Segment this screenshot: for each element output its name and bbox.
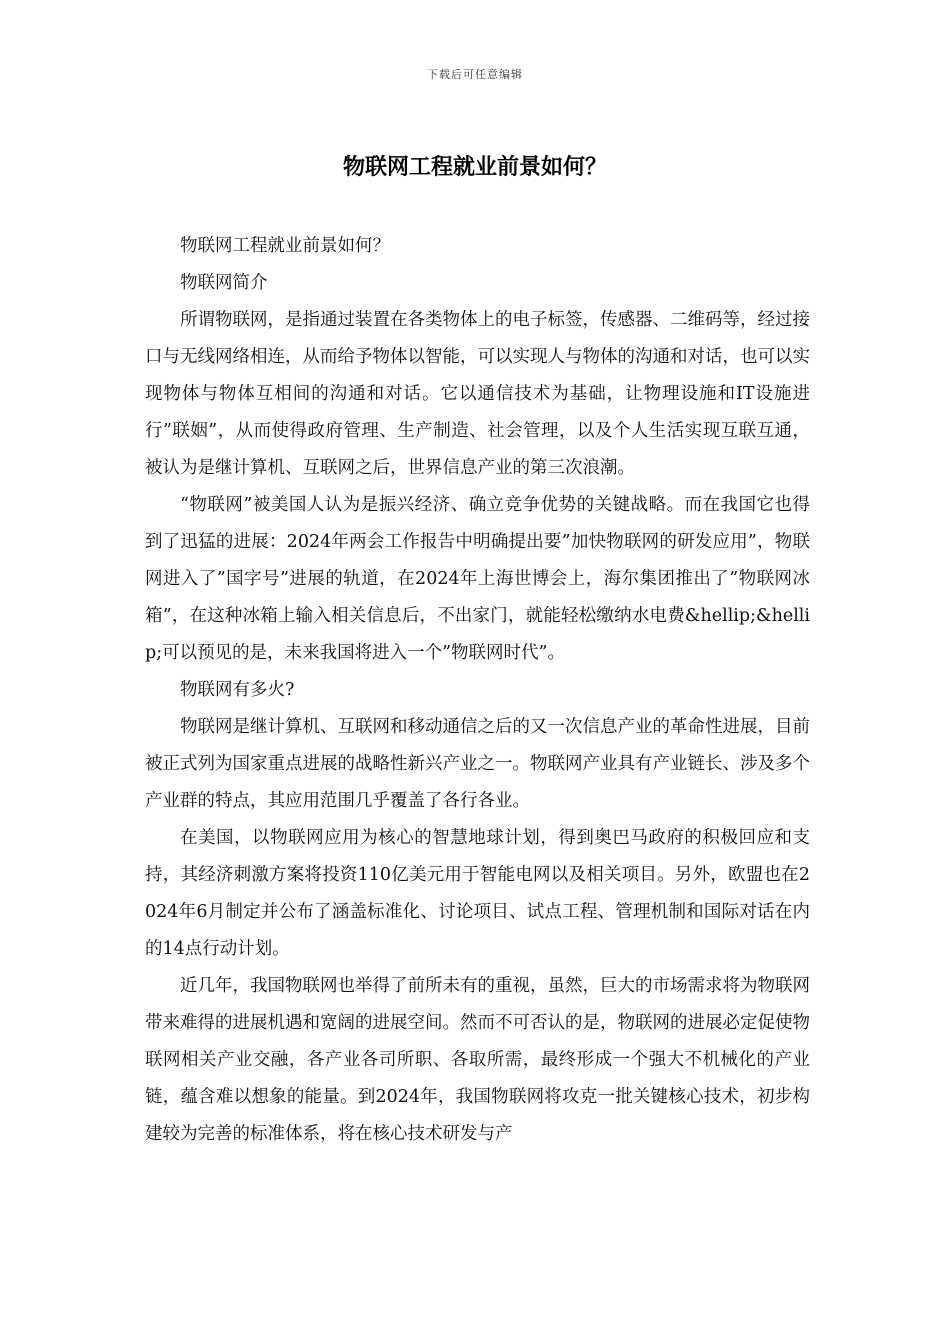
paragraph-iot-definition: 所谓物联网，是指通过装置在各类物体上的电子标签，传感器、二维码等，经过接口与无线网络相连，从而给予物体以智能，可以实现人与物体的沟通和对话，也可以实现物体与物体互相间的沟通和对话。它以通信技术为基础，让物理设施和IT设施进行”联姻”，从而使得政府管理、生产制造、社会管理，以及个人生活实现互联互通，被认为是继计算机、互联网之后，世界信息产业的第三次浪潮。: [145, 310, 810, 478]
paragraph-subtitle: 物联网工程就业前景如何？: [180, 236, 390, 256]
paragraph-section-intro-heading: 物联网简介: [180, 273, 268, 293]
header-note: 下载后可任意编辑: [427, 68, 523, 81]
paragraph-us-eu-plans: 在美国，以物联网应用为核心的智慧地球计划，得到奥巴马政府的积极回应和支持，其经济刺激方案将投资110亿美元用于智能电网以及相关项目。另外，欧盟也在2024年6月制定并公布了涵盖标准化、讨论项目、试点工程、管理机制和国际对话在内的14点行动计划。: [145, 828, 810, 959]
paragraph-china-development: 近几年，我国物联网也举得了前所未有的重视，虽然，巨大的市场需求将为物联网带来难得的进展机遇和宽阔的进展空间。然而不可否认的是，物联网的进展必定促使物联网相关产业交融，各产业各司所职、各取所需，最终形成一个强大不机械化的产业链，蕴含难以想象的能量。到2024年，我国物联网将攻克一批关键核心技术，初步构建较为完善的标准体系，将在核心技术研发与产: [145, 976, 810, 1144]
paragraph-section-popularity-heading: 物联网有多火?: [180, 680, 295, 700]
document-body: [145, 228, 810, 1153]
paragraph-iot-revolution: 物联网是继计算机、互联网和移动通信之后的又一次信息产业的革命性进展，目前被正式列为国家重点进展的战略性新兴产业之一。物联网产业具有产业链长、涉及多个产业群的特点，其应用范围几乎覆盖了各行各业。: [145, 717, 810, 811]
document-title: 物联网工程就业前景如何？: [342, 155, 607, 180]
paragraph-iot-strategy: “物联网”被美国人认为是振兴经济、确立竞争优势的关键战略。而在我国它也得到了迅猛的进展：2024年两会工作报告中明确提出要”加快物联网的研发应用”，物联网进入了”国字号”进展的轨道，在2024年上海世博会上，海尔集团推出了”物联网冰箱”，在这种冰箱上输入相关信息后，不出家门，就能轻松缴纳水电费&hellip;&hellip;可以预见的是，未来我国将进入一个”物联网时代”。: [145, 495, 810, 663]
